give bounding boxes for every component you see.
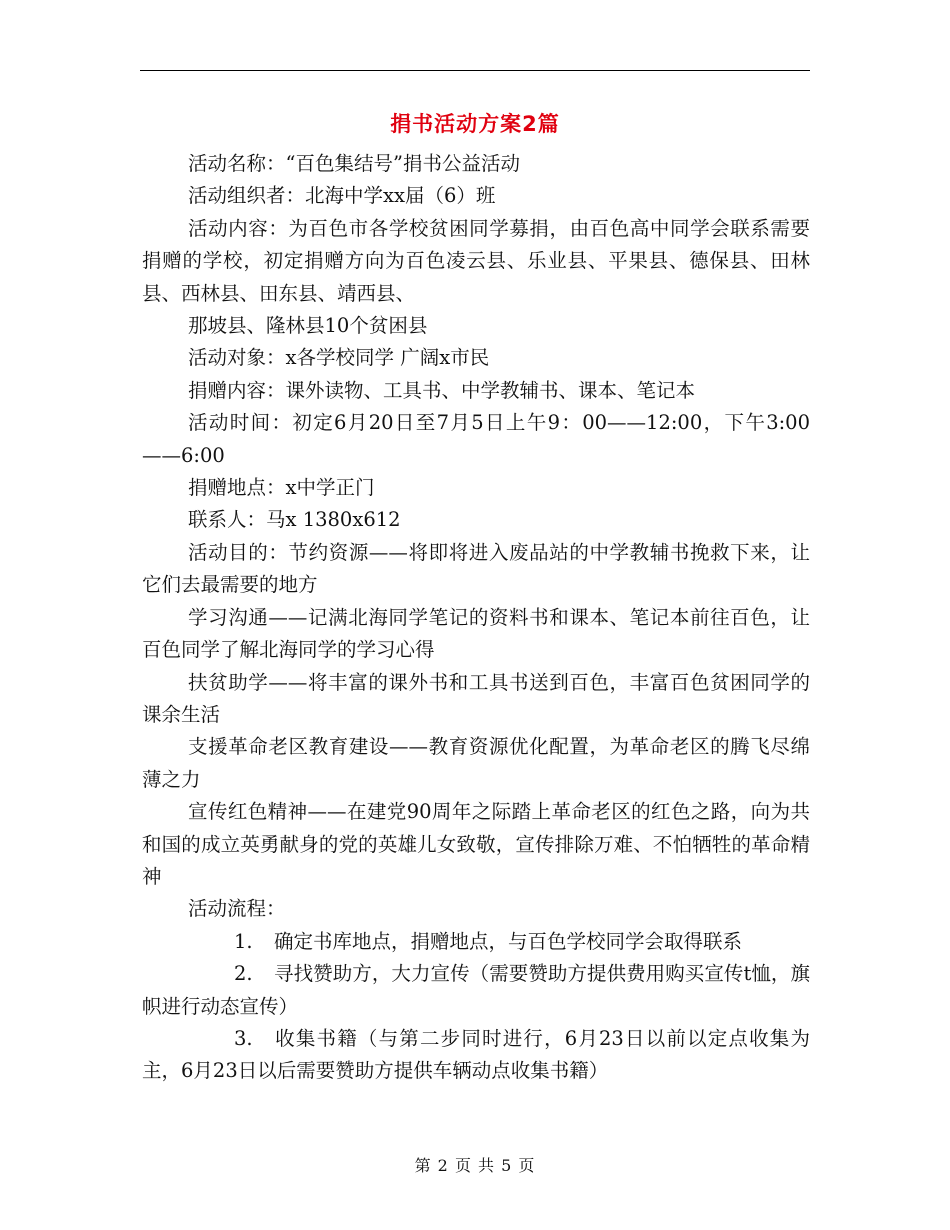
- paragraph-time: 活动时间：初定6月20日至7月5日上午9：00——12:00，下午3:00——6:00: [142, 411, 810, 467]
- paragraph-process-heading: 活动流程：: [188, 897, 286, 921]
- step-number: 1.: [234, 929, 253, 953]
- paragraph-contact: 联系人：马x 1380x612: [188, 508, 401, 532]
- paragraph-poverty-aid: 扶贫助学——将丰富的课外书和工具书送到百色，丰富百色贫困同学的课余生活: [142, 670, 810, 726]
- paragraph-content: 活动内容：为百色市各学校贫困同学募捐，由百色高中同学会联系需要捐赠的学校，初定捐赠方向为百色凌云县、乐业县、平果县、德保县、田林县、西林县、田东县、靖西县、: [142, 216, 810, 305]
- page-footer: 第 2 页 共 5 页: [414, 1156, 536, 1175]
- document-title: 捐书活动方案2篇: [390, 112, 560, 136]
- paragraph-red-spirit: 宣传红色精神——在建党90周年之际踏上革命老区的红色之路，向为共和国的成立英勇献身的党的英雄儿女致敬，宣传排除万难、不怕牺牲的革命精神: [142, 800, 810, 888]
- step-number: 3.: [234, 1026, 253, 1050]
- paragraph-activity-name: 活动名称：“百色集结号”捐书公益活动: [188, 152, 520, 175]
- paragraph-organizer: 活动组织者：北海中学xx届（6）班: [188, 184, 496, 208]
- header-rule: [140, 70, 810, 71]
- step-text: 收集书籍（与第二步同时进行，6月23日以前以定点收集为主，6月23日以后需要赞助方提供车辆动点收集书籍）: [142, 1026, 810, 1083]
- paragraph-target: 活动对象：x各学校同学 广阔x市民: [188, 346, 490, 370]
- step-text: 确定书库地点，捐赠地点，与百色学校同学会取得联系: [274, 929, 743, 953]
- list-item: [142, 958, 810, 1023]
- paragraph-education-support: 支援革命老区教育建设——教育资源优化配置，为革命老区的腾飞尽绵薄之力: [142, 735, 810, 791]
- paragraph-learning: 学习沟通——记满北海同学笔记的资料书和课本、笔记本前往百色，让百色同学了解北海同学的学习心得: [142, 605, 810, 662]
- step-text: 寻找赞助方，大力宣传（需要赞助方提供费用购买宣传t恤，旗帜进行动态宣传）: [142, 962, 810, 1018]
- paragraph-donation-items: 捐赠内容：课外读物、工具书、中学教辅书、课本、笔记本: [188, 378, 696, 402]
- list-item: [142, 926, 810, 958]
- paragraph-purpose: 活动目的：节约资源——将即将进入废品站的中学教辅书挽救下来，让它们去最需要的地方: [142, 540, 810, 597]
- list-item: [142, 1023, 810, 1088]
- step-number: 2.: [234, 962, 253, 986]
- paragraph-location: 捐赠地点：x中学正门: [188, 476, 375, 500]
- document-body: [142, 148, 810, 1088]
- paragraph-content-continued: 那坡县、隆林县10个贫困县: [188, 314, 428, 338]
